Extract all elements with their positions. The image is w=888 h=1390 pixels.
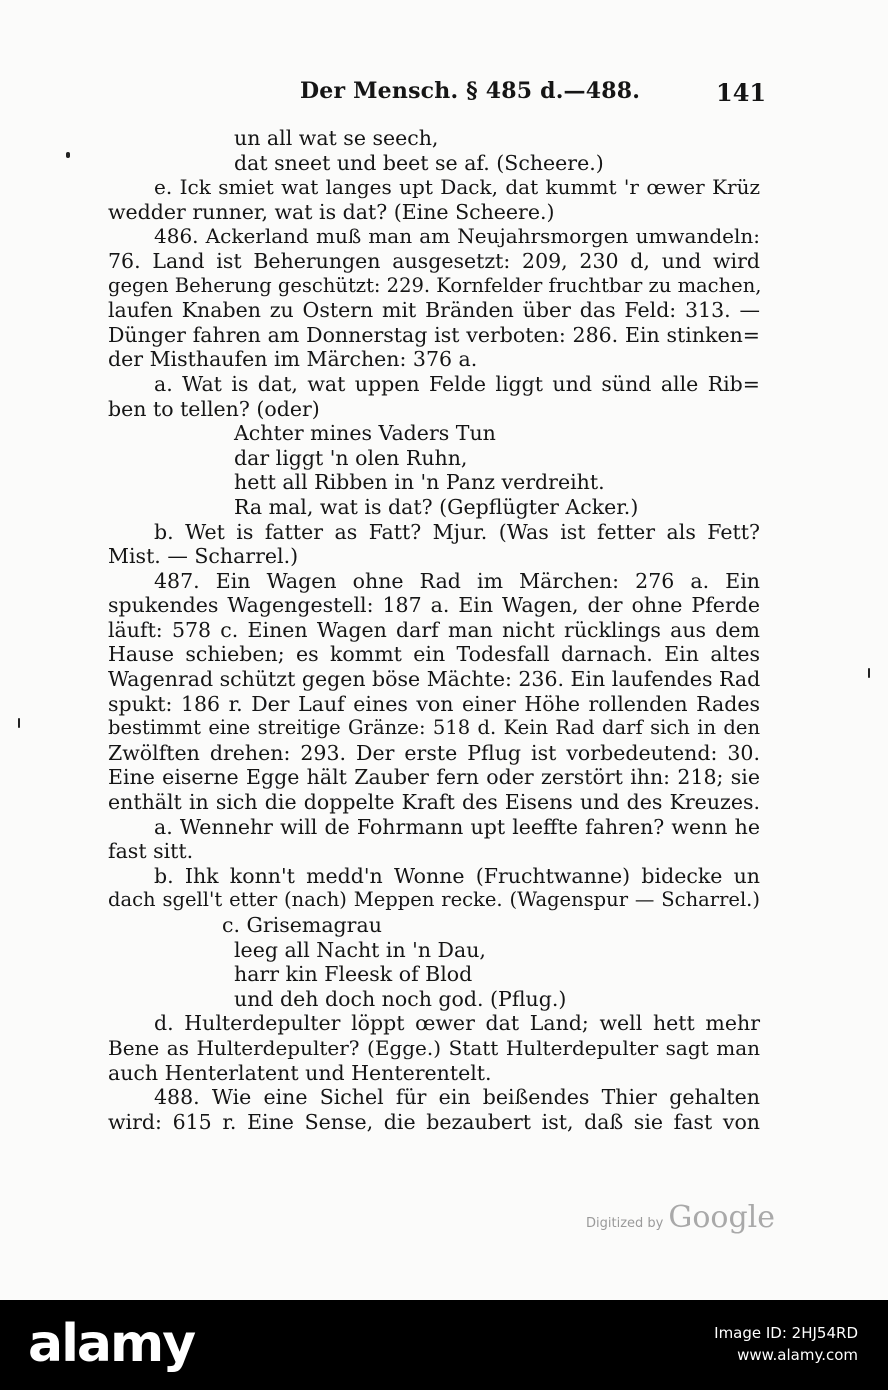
text-line: Mist. — Scharrel.) xyxy=(108,544,299,569)
text-line: 486. Ackerland muß man am Neujahrsmorgen umwandeln: xyxy=(154,224,760,249)
text-line: Zwölften drehen: 293. Der erste Pflug ist vorbedeutend: 30. xyxy=(108,740,760,765)
text-line: dar liggt 'n olen Ruhn, xyxy=(234,445,468,470)
text-line: Ra mal, wat is dat? (Gepflügter Acker.) xyxy=(234,494,639,519)
text-line: ben to tellen? (oder) xyxy=(108,396,320,421)
text-line: 488. Wie eine Sichel für ein beißendes Thier gehalten xyxy=(154,1085,760,1110)
text-line: enthält in sich die doppelte Kraft des Eisens und des Kreuzes. xyxy=(108,790,760,815)
text-line: harr kin Fleesk of Blod xyxy=(234,962,473,987)
page-header xyxy=(0,78,888,112)
google-watermark xyxy=(586,1200,775,1235)
text-line: leeg all Nacht in 'n Dau, xyxy=(234,937,486,962)
text-line: fast sitt. xyxy=(108,839,194,864)
text-line: a. Wennehr will de Fohrmann upt leeffte fahren? wenn he xyxy=(154,814,760,839)
text-line: Achter mines Vaders Tun xyxy=(234,421,496,446)
image-id: Image ID: 2HJ54RD xyxy=(714,1324,858,1342)
digitized-by-label: Digitized by xyxy=(586,1216,664,1231)
scan-speck xyxy=(18,718,20,728)
text-line: c. Grisemagrau xyxy=(222,913,382,937)
page-number: 141 xyxy=(716,78,767,107)
text-line: a. Wat is dat, wat uppen Felde liggt und sünd alle Rib= xyxy=(154,371,760,396)
text-line: Bene as Hulterdepulter? (Egge.) Statt Hulterdepulter sagt man xyxy=(108,1035,760,1060)
text-line: wird: 615 r. Eine Sense, die bezaubert ist, daß sie fast von xyxy=(108,1109,760,1134)
text-line: Eine eiserne Egge hält Zauber fern oder zerstört ihn: 218; sie xyxy=(108,765,760,790)
text-line: auch Henterlatent und Henterentelt. xyxy=(108,1060,492,1085)
text-line: spukendes Wagengestell: 187 a. Ein Wagen, der ohne Pferde xyxy=(108,593,760,618)
text-line: Hause schieben; es kommt ein Todesfall darnach. Ein altes xyxy=(108,642,760,667)
text-line: laufen Knaben zu Ostern mit Bränden über das Feld: 313. — xyxy=(108,298,760,323)
text-line: wedder runner, wat is dat? (Eine Scheere.) xyxy=(108,199,555,224)
text-line: dat sneet und beet se af. (Scheere.) xyxy=(234,150,604,175)
text-line: läuft: 578 c. Einen Wagen darf man nicht rücklings aus dem xyxy=(108,617,760,642)
text-line: spukt: 186 r. Der Lauf eines von einer Höhe rollenden Rades xyxy=(108,691,760,716)
text-line: un all wat se seech, xyxy=(234,126,439,150)
text-line: Dünger fahren am Donnerstag ist verboten: 286. Ein stinken= xyxy=(108,322,760,347)
text-line: 76. Land ist Beherungen ausgesetzt: 209, 230 d, und wird xyxy=(108,248,760,273)
stock-site: www.alamy.com xyxy=(737,1346,858,1364)
text-line: b. Ihk konn't medd'n Wonne (Fruchtwanne) bidecke un xyxy=(154,863,760,888)
text-line: 487. Ein Wagen ohne Rad im Märchen: 276 a. Ein xyxy=(154,568,760,593)
body-text xyxy=(108,126,760,1134)
text-line: e. Ick smiet wat langes upt Dack, dat kummt 'r œwer Krüz xyxy=(154,175,760,200)
alamy-logo: alamy xyxy=(28,1314,195,1374)
scan-speck xyxy=(66,152,70,158)
stock-meta xyxy=(714,1322,858,1366)
running-head: Der Mensch. § 485 d.—488. xyxy=(300,78,641,104)
text-line: Wagenrad schützt gegen böse Mächte: 236. Ein laufendes Rad xyxy=(108,667,761,692)
text-line: b. Wet is fatter as Fatt? Mjur. (Was ist fetter als Fett? xyxy=(154,519,760,544)
stock-banner xyxy=(0,1300,888,1390)
text-line: d. Hulterdepulter löppt œwer dat Land; well hett mehr xyxy=(154,1011,760,1036)
text-line: bestimmt eine streitige Gränze: 518 d. Kein Rad darf sich in den xyxy=(108,716,760,740)
text-line: dach sgell't etter (nach) Meppen recke. (Wagenspur — Scharrel.) xyxy=(108,888,760,912)
scan-speck xyxy=(868,668,870,678)
text-line: gegen Beherung geschützt: 229. Kornfelder fruchtbar zu machen, xyxy=(108,273,762,297)
text-line: der Misthaufen im Märchen: 376 a. xyxy=(108,347,478,372)
text-line: hett all Ribben in 'n Panz verdreiht. xyxy=(234,470,605,495)
google-logo: Google xyxy=(668,1200,775,1235)
text-line: und deh doch noch god. (Pflug.) xyxy=(234,986,567,1011)
